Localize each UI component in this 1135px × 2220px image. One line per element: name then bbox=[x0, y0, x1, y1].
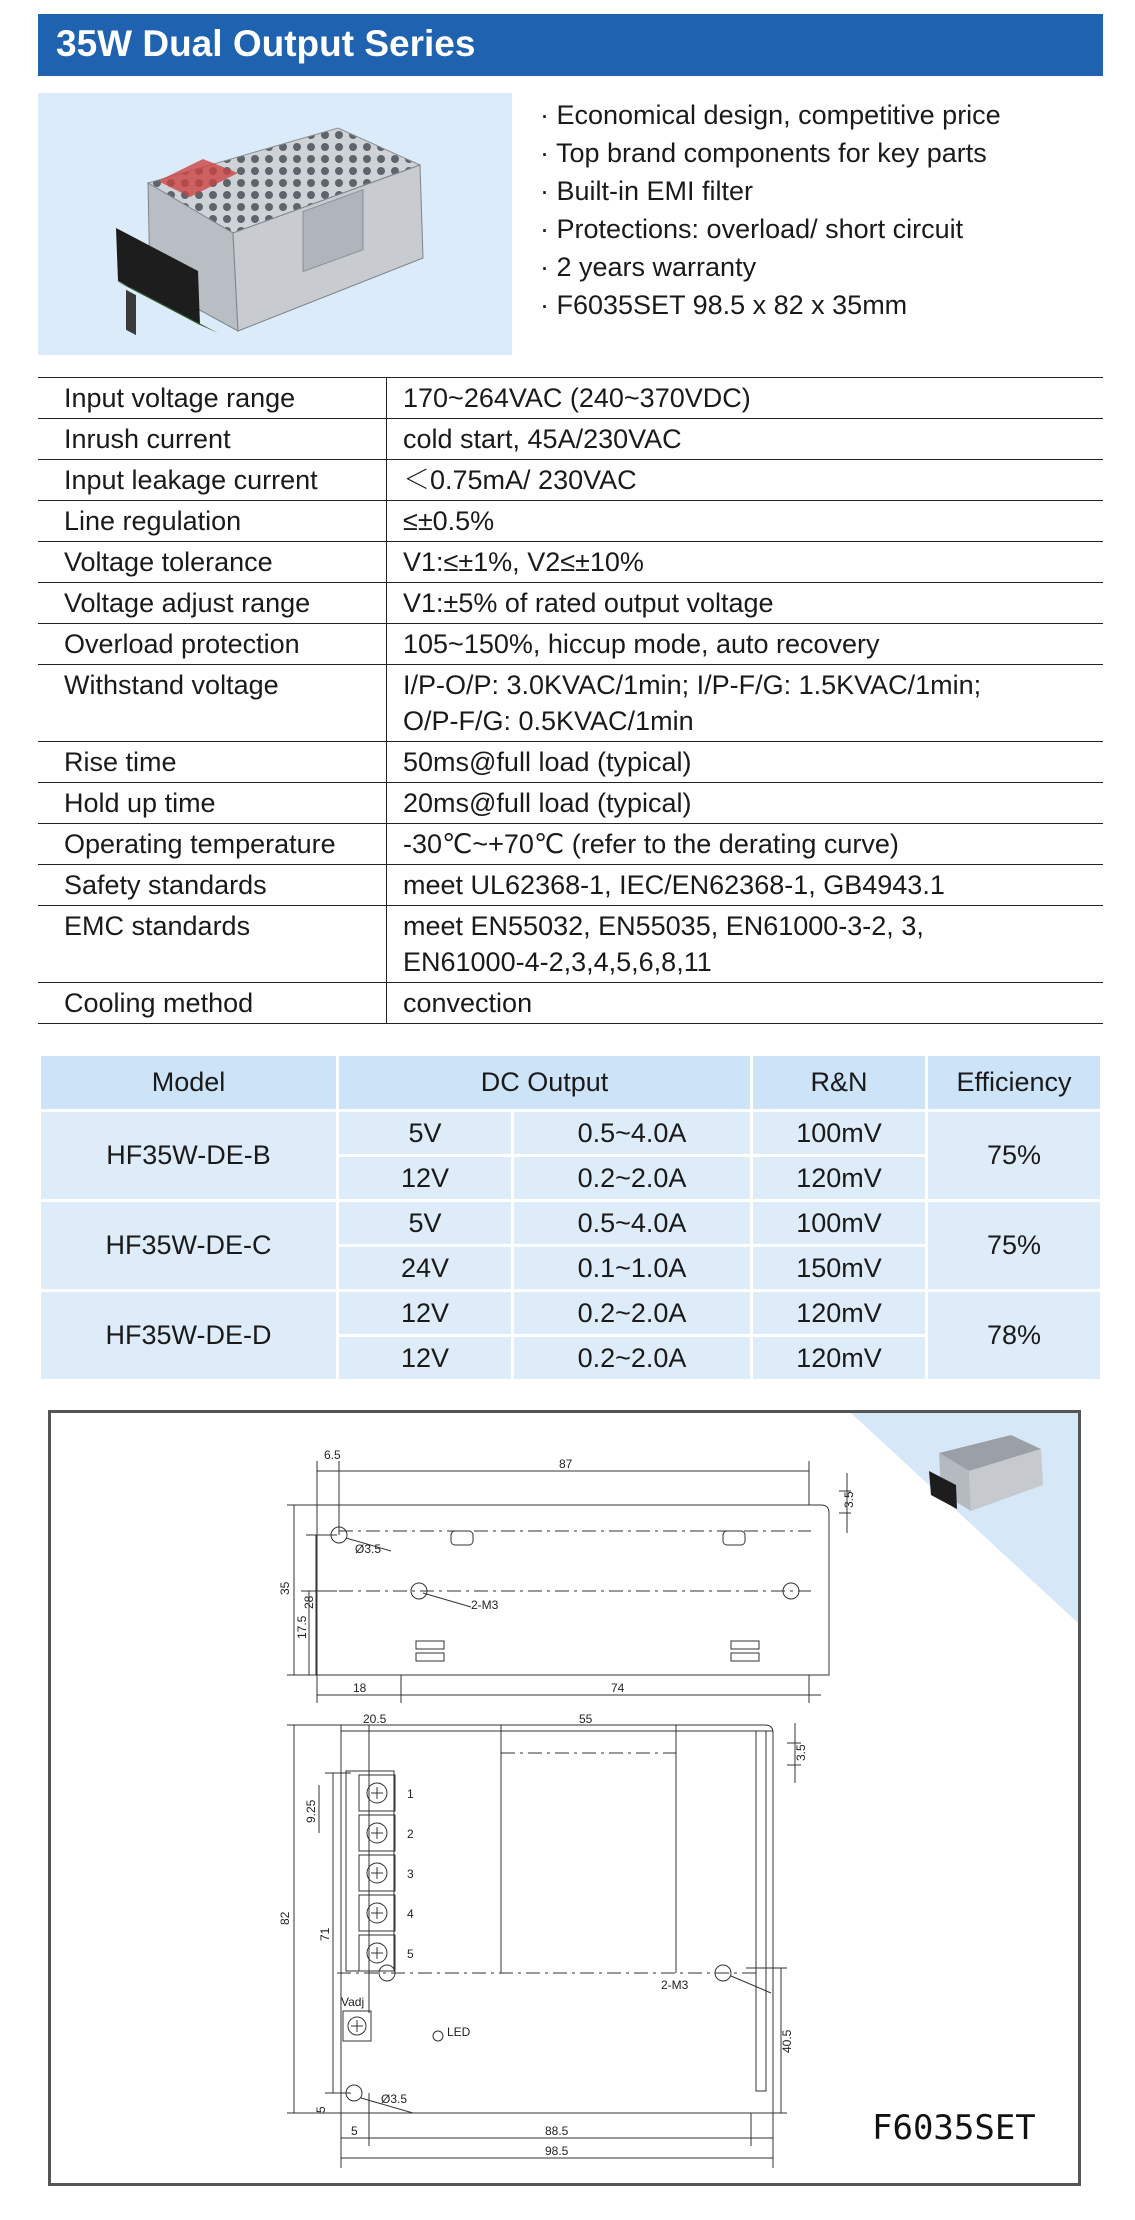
output-current: 0.5~4.0A bbox=[513, 1111, 752, 1156]
model-name: HF35W-DE-D bbox=[40, 1291, 338, 1381]
table-row bbox=[38, 665, 1103, 742]
output-voltage: 12V bbox=[338, 1336, 513, 1381]
table-row bbox=[38, 906, 1103, 983]
dim-text: 3.5 bbox=[794, 1744, 808, 1761]
table-row bbox=[38, 624, 1103, 665]
spec-label: Input voltage range bbox=[38, 378, 387, 419]
header-efficiency: Efficiency bbox=[927, 1055, 1102, 1111]
spec-value: 50ms@full load (typical) bbox=[387, 742, 1104, 783]
dim-text: 35 bbox=[278, 1581, 292, 1595]
pin-label: 2 bbox=[407, 1827, 414, 1841]
led-icon bbox=[433, 2031, 443, 2041]
spec-label: Cooling method bbox=[38, 983, 387, 1024]
spec-table bbox=[38, 377, 1103, 1024]
spec-value: -30℃~+70℃ (refer to the derating curve) bbox=[387, 824, 1104, 865]
dim-text: 87 bbox=[559, 1457, 573, 1471]
dim-text: Ø3.5 bbox=[355, 1542, 382, 1556]
table-row bbox=[40, 1111, 1102, 1156]
model-name: HF35W-DE-B bbox=[40, 1111, 338, 1201]
model-name: HF35W-DE-C bbox=[40, 1201, 338, 1291]
spec-value: meet UL62368-1, IEC/EN62368-1, GB4943.1 bbox=[387, 865, 1104, 906]
table-header-row bbox=[40, 1055, 1102, 1111]
dim-text: 88.5 bbox=[545, 2124, 569, 2138]
dim-text: 6.5 bbox=[324, 1448, 341, 1462]
dim-text: 17.5 bbox=[295, 1615, 309, 1639]
spec-label: Voltage tolerance bbox=[38, 542, 387, 583]
output-current: 0.5~4.0A bbox=[513, 1201, 752, 1246]
dim-text: 55 bbox=[579, 1712, 593, 1726]
spec-label: Voltage adjust range bbox=[38, 583, 387, 624]
output-voltage: 12V bbox=[338, 1156, 513, 1201]
title-bar bbox=[38, 14, 1103, 76]
spec-value-line: O/P-F/G: 0.5KVAC/1min bbox=[403, 706, 694, 736]
table-row bbox=[40, 1291, 1102, 1336]
spec-label: Safety standards bbox=[38, 865, 387, 906]
spec-value: V1:±5% of rated output voltage bbox=[387, 583, 1104, 624]
table-row bbox=[38, 460, 1103, 501]
output-rn: 100mV bbox=[752, 1201, 927, 1246]
pin-label: 4 bbox=[407, 1907, 414, 1921]
dim-text: 5 bbox=[351, 2124, 358, 2138]
dim-text: 40.5 bbox=[780, 2029, 794, 2053]
feature-item: · Top brand components for key parts bbox=[540, 138, 987, 168]
spec-value-line: meet EN55032, EN55035, EN61000-3-2, 3, bbox=[403, 911, 924, 941]
spec-value: ≤±0.5% bbox=[387, 501, 1104, 542]
product-photo bbox=[38, 93, 512, 355]
table-row bbox=[38, 378, 1103, 419]
table-row bbox=[38, 783, 1103, 824]
table-row bbox=[38, 542, 1103, 583]
led-label: LED bbox=[447, 2025, 471, 2039]
dim-text: 9.25 bbox=[304, 1799, 318, 1823]
spec-value bbox=[387, 906, 1104, 983]
output-rn: 100mV bbox=[752, 1111, 927, 1156]
output-current: 0.2~2.0A bbox=[513, 1156, 752, 1201]
table-row bbox=[38, 865, 1103, 906]
spec-value: 170~264VAC (240~370VDC) bbox=[387, 378, 1104, 419]
table-row bbox=[38, 583, 1103, 624]
dim-text: 20.5 bbox=[363, 1712, 387, 1726]
spec-label: Rise time bbox=[38, 742, 387, 783]
output-voltage: 24V bbox=[338, 1246, 513, 1291]
spec-value: 105~150%, hiccup mode, auto recovery bbox=[387, 624, 1104, 665]
spec-label: Input leakage current bbox=[38, 460, 387, 501]
spec-label: Operating temperature bbox=[38, 824, 387, 865]
output-rn: 120mV bbox=[752, 1156, 927, 1201]
spec-value: V1:≤±1%, V2≤±10% bbox=[387, 542, 1104, 583]
output-rn: 150mV bbox=[752, 1246, 927, 1291]
vadj-label: Vadj bbox=[341, 1995, 365, 2009]
output-current: 0.1~1.0A bbox=[513, 1246, 752, 1291]
header-model: Model bbox=[40, 1055, 338, 1111]
dim-text: 71 bbox=[318, 1927, 332, 1941]
spec-label: Line regulation bbox=[38, 501, 387, 542]
drawing-svg bbox=[51, 1413, 1078, 2183]
spec-label: Overload protection bbox=[38, 624, 387, 665]
dim-text: Ø3.5 bbox=[381, 2092, 408, 2106]
dim-text: 74 bbox=[611, 1681, 625, 1695]
feature-item: · Built-in EMI filter bbox=[540, 176, 754, 206]
header-rn: R&N bbox=[752, 1055, 927, 1111]
page-title: 35W Dual Output Series bbox=[56, 23, 476, 64]
spec-value: convection bbox=[387, 983, 1104, 1024]
output-rn: 120mV bbox=[752, 1291, 927, 1336]
spec-label: Hold up time bbox=[38, 783, 387, 824]
feature-item: · 2 years warranty bbox=[540, 252, 757, 282]
output-voltage: 5V bbox=[338, 1111, 513, 1156]
dim-text: 82 bbox=[278, 1911, 292, 1925]
table-row bbox=[38, 501, 1103, 542]
table-row bbox=[38, 742, 1103, 783]
output-current: 0.2~2.0A bbox=[513, 1291, 752, 1336]
feature-item: · Protections: overload/ short circuit bbox=[540, 214, 964, 244]
dim-text: 3.5 bbox=[842, 1491, 856, 1508]
mechanical-drawing bbox=[48, 1410, 1081, 2186]
spec-label: Inrush current bbox=[38, 419, 387, 460]
spec-value-line: EN61000-4-2,3,4,5,6,8,11 bbox=[403, 947, 712, 977]
corner-accent bbox=[851, 1413, 1078, 1623]
table-row bbox=[38, 419, 1103, 460]
output-current: 0.2~2.0A bbox=[513, 1336, 752, 1381]
model-code: F6035SET bbox=[872, 2108, 1036, 2148]
dim-text: 18 bbox=[353, 1681, 367, 1695]
spec-value: 20ms@full load (typical) bbox=[387, 783, 1104, 824]
feature-list bbox=[540, 96, 1100, 324]
dim-text: 98.5 bbox=[545, 2144, 569, 2158]
dim-text: 5 bbox=[314, 2106, 328, 2113]
table-row bbox=[40, 1201, 1102, 1246]
output-voltage: 12V bbox=[338, 1291, 513, 1336]
model-efficiency: 75% bbox=[927, 1111, 1102, 1201]
dim-text: 2-M3 bbox=[471, 1598, 499, 1612]
spec-label: Withstand voltage bbox=[38, 665, 387, 742]
table-row bbox=[38, 983, 1103, 1024]
spec-value bbox=[387, 665, 1104, 742]
power-supply-image bbox=[38, 93, 512, 355]
header-dc-output: DC Output bbox=[338, 1055, 752, 1111]
pin-label: 1 bbox=[407, 1787, 414, 1801]
spec-value-line: I/P-O/P: 3.0KVAC/1min; I/P-F/G: 1.5KVAC/1min; bbox=[403, 670, 982, 700]
table-row bbox=[38, 824, 1103, 865]
model-efficiency: 78% bbox=[927, 1291, 1102, 1381]
spec-value: ＜0.75mA/ 230VAC bbox=[387, 460, 1104, 501]
dim-text: 2-M3 bbox=[661, 1978, 689, 1992]
pin-label: 5 bbox=[407, 1947, 414, 1961]
pin-label: 3 bbox=[407, 1867, 414, 1881]
model-efficiency: 75% bbox=[927, 1201, 1102, 1291]
output-rn: 120mV bbox=[752, 1336, 927, 1381]
feature-item: · Economical design, competitive price bbox=[540, 100, 1001, 130]
feature-item: · F6035SET 98.5 x 82 x 35mm bbox=[540, 290, 908, 320]
dim-text: 28 bbox=[302, 1595, 316, 1609]
output-voltage: 5V bbox=[338, 1201, 513, 1246]
model-table bbox=[38, 1053, 1103, 1382]
top-view-outline bbox=[341, 1725, 773, 2113]
spec-value: cold start, 45A/230VAC bbox=[387, 419, 1104, 460]
spec-label: EMC standards bbox=[38, 906, 387, 983]
